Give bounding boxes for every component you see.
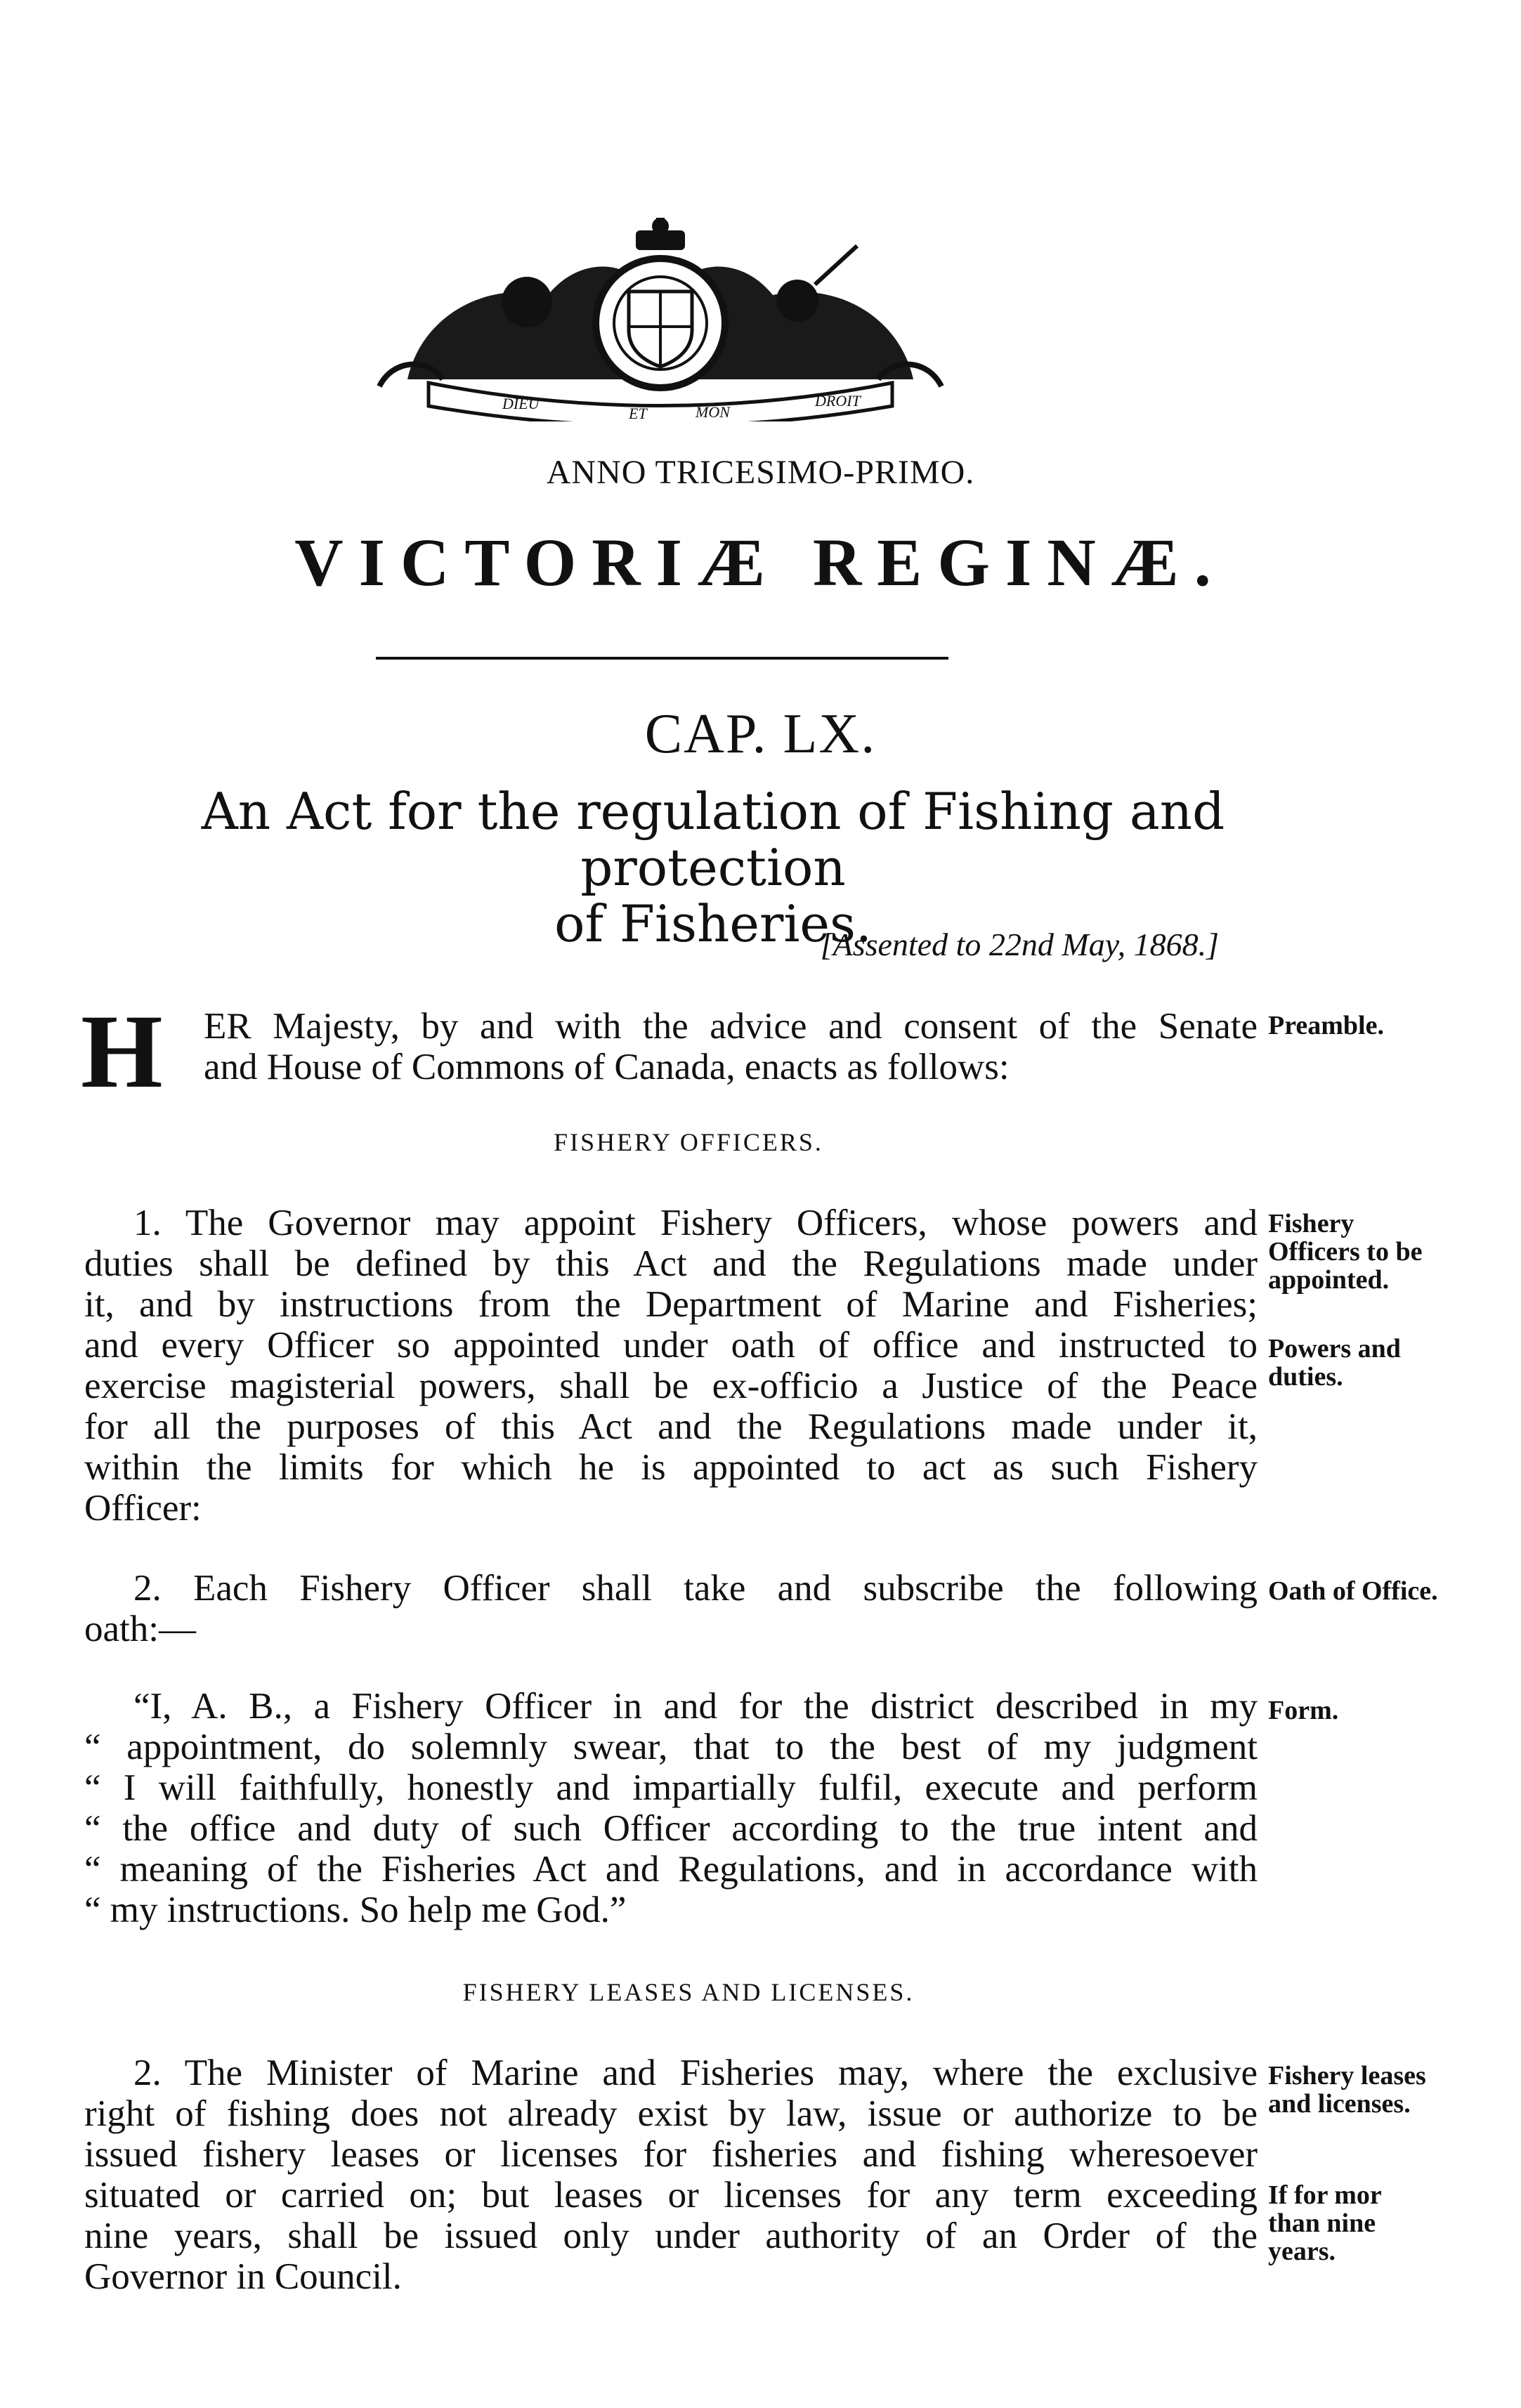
- section-leases: [84, 2053, 1258, 2297]
- margin-note-form: Form.: [1268, 1696, 1339, 1725]
- margin-note-preamble: Preamble.: [1268, 1011, 1384, 1040]
- text-line: “ I will faithfully, honestly and impartially fulfil, execute and perform: [84, 1767, 1258, 1808]
- drop-cap: H: [81, 993, 163, 1110]
- motto-word-droit: DROIT: [815, 392, 861, 410]
- text-line: issued fishery leases or licenses for fisheries and fishing wheresoever: [84, 2134, 1258, 2175]
- text-line: “ appointment, do solemnly swear, that to the best of my judgment: [84, 1727, 1258, 1767]
- act-title-line: of Fisheries.: [554, 894, 872, 953]
- text-line: nine years, shall be issued only under authority of an Order of the: [84, 2216, 1258, 2256]
- margin-line: If for mor: [1268, 2180, 1382, 2210]
- text-line: oath:—: [84, 1609, 196, 1649]
- margin-note-powers-duties: [1268, 1335, 1479, 1391]
- margin-note-leases: [1268, 2062, 1479, 2118]
- text-line: right of fishing does not already exist by law, issue or authorize to be: [84, 2093, 1258, 2134]
- margin-line: years.: [1268, 2237, 1336, 2266]
- regnal-year: ANNO TRICESIMO-PRIMO.: [546, 454, 975, 491]
- motto-word-et: ET: [629, 405, 647, 421]
- text-line: “I, A. B., a Fishery Officer in and for the district described in my: [133, 1686, 1258, 1727]
- motto-word-dieu: DIEU: [502, 395, 540, 412]
- assent-date: [Assented to 22nd May, 1868.]: [820, 927, 1219, 962]
- royal-coat-of-arms: [365, 218, 955, 421]
- text-line: exercise magisterial powers, shall be ex-officio a Justice of the Peace: [84, 1366, 1258, 1406]
- preamble-text: [204, 1006, 1258, 1087]
- section-heading-officers: FISHERY OFFICERS.: [554, 1128, 823, 1156]
- section-heading-leases: FISHERY LEASES AND LICENSES.: [462, 1978, 915, 2006]
- margin-note-officers-appointed: [1268, 1210, 1479, 1294]
- margin-line: duties.: [1268, 1362, 1343, 1392]
- text-line: 2. The Minister of Marine and Fisheries may, where the exclusive: [133, 2053, 1258, 2093]
- margin-line: Fishery leases: [1268, 2061, 1426, 2090]
- title-rule: [376, 657, 948, 660]
- text-line: “ my instructions. So help me God.”: [84, 1890, 627, 1930]
- margin-line: Officers to be: [1268, 1237, 1423, 1267]
- text-line: “ the office and duty of such Officer according to the true intent and: [84, 1808, 1258, 1849]
- text-line: ER Majesty, by and with the advice and consent of the Senate: [204, 1006, 1258, 1047]
- text-line: situated or carried on; but leases or licenses for any term exceeding: [84, 2175, 1258, 2216]
- margin-line: appointed.: [1268, 1265, 1390, 1295]
- oath-form: [84, 1686, 1258, 1930]
- text-line: Governor in Council.: [84, 2256, 402, 2297]
- chapter-number: CAP. LX.: [644, 703, 877, 765]
- text-line: and House of Commons of Canada, enacts as follows:: [204, 1047, 1010, 1087]
- text-line: duties shall be defined by this Act and the Regulations made under: [84, 1243, 1258, 1284]
- text-line: “ meaning of the Fisheries Act and Regulations, and in accordance with: [84, 1849, 1258, 1890]
- text-line: it, and by instructions from the Department of Marine and Fisheries;: [84, 1284, 1258, 1325]
- motto-word-mon: MON: [696, 403, 730, 421]
- text-line: Officer:: [84, 1488, 202, 1529]
- text-line: 1. The Governor may appoint Fishery Officers, whose powers and: [133, 1203, 1258, 1243]
- section-2: [84, 1568, 1258, 1649]
- section-1: [84, 1203, 1258, 1529]
- text-line: and every Officer so appointed under oath of office and instructed to: [84, 1325, 1258, 1366]
- margin-line: than nine: [1268, 2209, 1376, 2238]
- text-line: 2. Each Fishery Officer shall take and subscribe the following: [133, 1568, 1258, 1609]
- regnal-title: VICTORIÆ REGINÆ.: [294, 525, 1227, 600]
- act-title-line: An Act for the regulation of Fishing and protection: [201, 782, 1225, 897]
- margin-line: Fishery: [1268, 1209, 1354, 1238]
- text-line: for all the purposes of this Act and the Regulations made under it,: [84, 1406, 1258, 1447]
- text-line: within the limits for which he is appointed to act as such Fishery: [84, 1447, 1258, 1488]
- margin-line: Powers and: [1268, 1334, 1401, 1363]
- margin-note-nine-years: [1268, 2181, 1479, 2265]
- margin-note-oath: Oath of Office.: [1268, 1576, 1438, 1606]
- margin-line: and licenses.: [1268, 2089, 1411, 2119]
